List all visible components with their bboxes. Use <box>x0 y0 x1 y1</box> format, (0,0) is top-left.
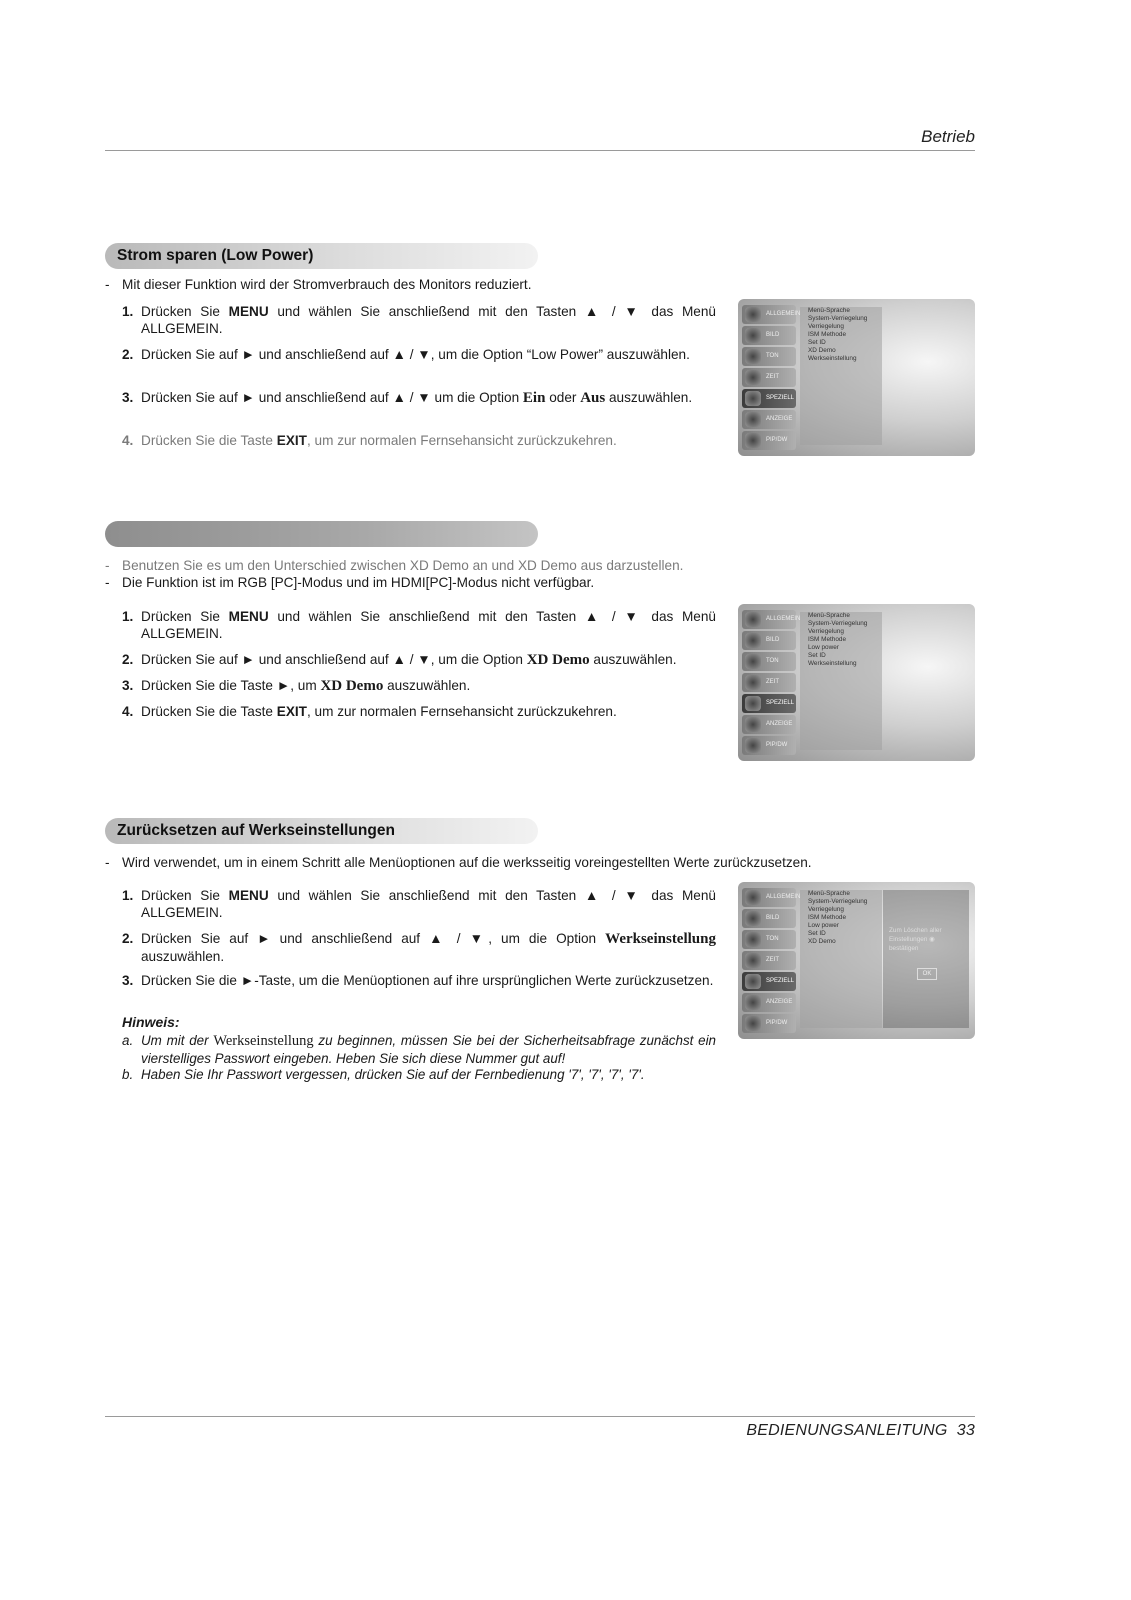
menu-icon <box>745 953 761 968</box>
menu-icon <box>745 349 761 364</box>
menu-icon <box>745 911 761 926</box>
section1-step-4: 4. Drücken Sie die Taste EXIT, um zur normalen Fernsehansicht zurückzukehren. <box>122 433 617 448</box>
menu-icon <box>745 717 761 732</box>
menu-row: Zum Löschen aller Einstellungen ◉ bestätigen <box>889 927 942 952</box>
menu-row: Set ID <box>808 339 826 346</box>
menu-row: ISM Methode <box>808 331 847 338</box>
section-title-low-power: Strom sparen (Low Power) <box>105 243 538 269</box>
section-title-xd-demo <box>105 521 538 547</box>
section2-step-4: 4. Drücken Sie die Taste EXIT, um zur normalen Fernsehansicht zurückzukehren. <box>122 704 617 719</box>
menu-row: Verriegelung <box>808 323 844 330</box>
menu-screenshot-low-power <box>738 299 975 456</box>
section1-step-2: 2. Drücken Sie auf ► und anschließend auf ▲ / ▼, um die Option “Low Power” auszuwählen. <box>122 347 690 362</box>
menu-icon <box>745 307 761 322</box>
section2-bullet-1: - Benutzen Sie es um den Unterschied zwischen XD Demo an und XD Demo aus darzustellen. <box>105 558 684 573</box>
section1-intro: - Mit dieser Funktion wird der Stromverbrauch des Monitors reduziert. <box>105 277 532 292</box>
menu-row: Werkseinstellung <box>808 355 857 362</box>
menu-row: XD Demo <box>808 347 836 354</box>
menu-icon <box>745 1016 761 1031</box>
menu-item: TON <box>742 652 796 671</box>
menu-row: Low power <box>808 922 839 929</box>
menu-row: Menü-Sprache <box>808 612 850 619</box>
menu-item: PIP/DW <box>742 1014 796 1033</box>
menu-item: ANZEIGE <box>742 715 796 734</box>
menu-row: Menü-Sprache <box>808 890 850 897</box>
menu-item: ZEIT <box>742 673 796 692</box>
ok-button: OK <box>917 968 937 980</box>
menu-item-selected: SPEZIELL <box>742 694 796 713</box>
menu-row: XD Demo <box>808 938 836 945</box>
menu-row: Werkseinstellung <box>808 660 857 667</box>
note-b: b. Haben Sie Ihr Passwort vergessen, drücken Sie auf der Fernbedienung '7', '7', '7', '7'. <box>122 1067 645 1082</box>
menu-row: Verriegelung <box>808 906 844 913</box>
section2-bullet-2: - Die Funktion ist im RGB [PC]-Modus und im HDMI[PC]-Modus nicht verfügbar. <box>105 575 595 590</box>
footer: BEDIENUNGSANLEITUNG 33 <box>746 1422 975 1439</box>
menu-options-panel <box>800 890 882 1028</box>
menu-icon <box>745 328 761 343</box>
reset-confirm-dialog <box>883 890 969 1028</box>
section3-step-1: 1. Drücken Sie MENU und wählen Sie anschließend mit den Tasten ▲ / ▼ das Menü ALLGEMEIN. <box>122 888 716 920</box>
menu-icon <box>745 433 761 448</box>
menu-row: Low power <box>808 644 839 651</box>
menu-item: TON <box>742 347 796 366</box>
footer-rule <box>105 1416 975 1417</box>
menu-item: BILD <box>742 631 796 650</box>
menu-item: ANZEIGE <box>742 410 796 429</box>
note-heading: Hinweis: <box>122 1014 180 1030</box>
menu-row: Set ID <box>808 930 826 937</box>
menu-icon <box>745 890 761 905</box>
menu-row: Verriegelung <box>808 628 844 635</box>
menu-icon <box>745 675 761 690</box>
section2-step-1: 1. Drücken Sie MENU und wählen Sie anschließend mit den Tasten ▲ / ▼ das Menü ALLGEMEIN. <box>122 609 716 641</box>
menu-item: TON <box>742 930 796 949</box>
menu-item: BILD <box>742 909 796 928</box>
menu-options-panel <box>800 612 882 750</box>
menu-icon <box>745 995 761 1010</box>
menu-item: ZEIT <box>742 368 796 387</box>
menu-item: PIP/DW <box>742 431 796 450</box>
menu-icon <box>745 738 761 753</box>
note-a: a. Um mit der Werkseinstellung zu beginnen, müssen Sie bei der Sicherheitsabfrage zunächst ein vierstelliges Passwort eingeben. Heben Sie sich diese Nummer gut auf! <box>122 1033 716 1066</box>
section-title-factory-reset: Zurücksetzen auf Werkseinstellungen <box>105 818 538 844</box>
section1-step-1: 1. Drücken Sie MENU und wählen Sie anschließend mit den Tasten ▲ / ▼ das Menü ALLGEMEIN. <box>122 304 716 336</box>
menu-screenshot-factory-reset <box>738 882 975 1039</box>
menu-item: ANZEIGE <box>742 993 796 1012</box>
menu-row: Set ID <box>808 652 826 659</box>
section2-step-2: 2. Drücken Sie auf ► und anschließend auf ▲ / ▼, um die Option XD Demo auszuwählen. <box>122 652 677 668</box>
header-rule <box>105 150 975 151</box>
menu-item-selected: SPEZIELL <box>742 389 796 408</box>
section-header-title: Betrieb <box>921 127 975 146</box>
section3-step-3: 3. Drücken Sie die ►-Taste, um die Menüoptionen auf ihre ursprünglichen Werte zurückzusetzen. <box>122 973 714 988</box>
menu-item: ALLGEMEIN <box>742 888 796 907</box>
menu-icon <box>745 932 761 947</box>
menu-item: BILD <box>742 326 796 345</box>
menu-icon <box>745 412 761 427</box>
section2-step-3: 3. Drücken Sie die Taste ►, um XD Demo auszuwählen. <box>122 678 471 694</box>
menu-row: System-Verriegelung <box>808 315 868 322</box>
menu-item: ALLGEMEIN <box>742 610 796 629</box>
page-number: 33 <box>956 1422 975 1439</box>
menu-icon <box>745 974 761 989</box>
section3-intro: - Wird verwendet, um in einem Schritt alle Menüoptionen auf die werksseitig voreingestellten Werte zurückzusetzen. <box>105 855 812 870</box>
section3-step-2: 2. Drücken Sie auf ► und anschließend auf ▲ / ▼, um die Option Werkseinstellung auszuwählen. <box>122 931 716 964</box>
menu-icon <box>745 391 761 406</box>
menu-row: System-Verriegelung <box>808 898 868 905</box>
menu-row: Menü-Sprache <box>808 307 850 314</box>
menu-item: ZEIT <box>742 951 796 970</box>
menu-icon <box>745 654 761 669</box>
menu-row: ISM Methode <box>808 914 847 921</box>
section1-step-3: 3. Drücken Sie auf ► und anschließend auf ▲ / ▼ um die Option Ein oder Aus auszuwählen. <box>122 390 693 406</box>
menu-icon <box>745 370 761 385</box>
menu-icon <box>745 633 761 648</box>
menu-icon <box>745 696 761 711</box>
menu-item: PIP/DW <box>742 736 796 755</box>
menu-options-panel <box>800 307 882 445</box>
menu-screenshot-xd-demo <box>738 604 975 761</box>
menu-row: System-Verriegelung <box>808 620 868 627</box>
menu-row: ISM Methode <box>808 636 847 643</box>
menu-item-selected: SPEZIELL <box>742 972 796 991</box>
menu-item: ALLGEMEIN <box>742 305 796 324</box>
menu-icon <box>745 612 761 627</box>
